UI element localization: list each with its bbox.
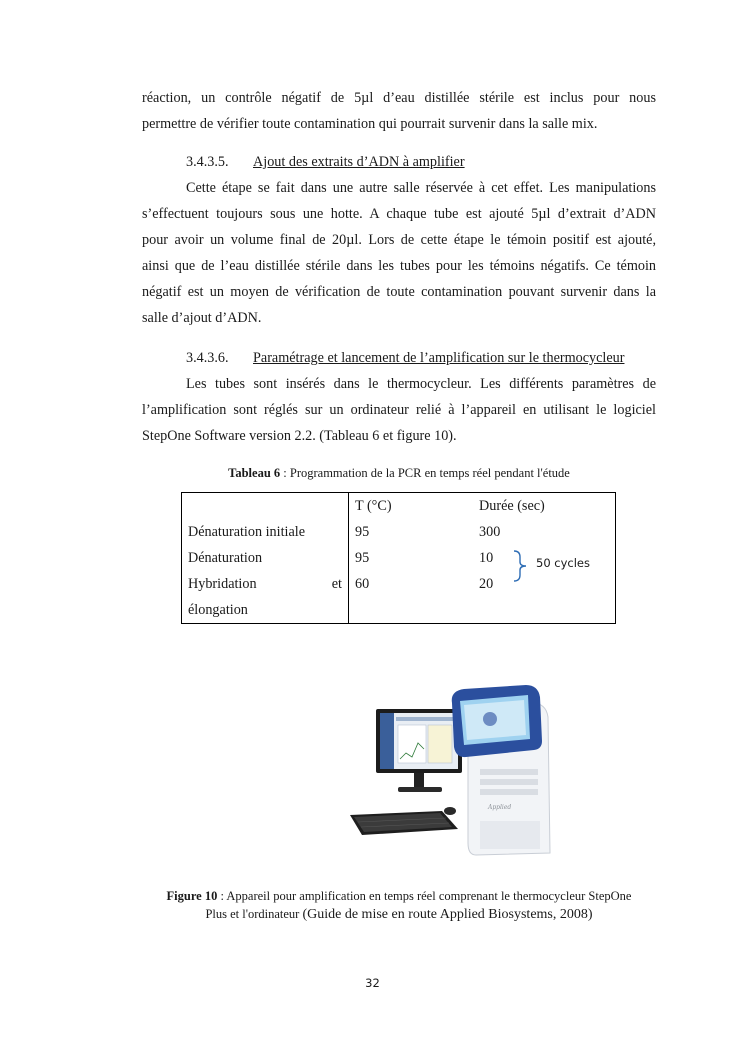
table-cell: 95 [355, 550, 370, 566]
paragraph-line: permettre de vérifier toute contamination qui pourrait survenir dans la salle mix. [142, 116, 598, 132]
figure-caption-source: (Guide de mise en route Applied Biosystems, 2008) [302, 907, 593, 922]
table-cell-part: Hybridation [188, 576, 257, 592]
table-cell: 95 [355, 524, 370, 540]
table-caption-text: : Programmation de la PCR en temps réel pendant l'étude [280, 466, 570, 480]
table-cell: élongation [188, 602, 248, 618]
cycles-label: 50 cycles [536, 556, 591, 570]
section-heading [186, 348, 624, 368]
svg-text:Applied: Applied [488, 804, 512, 811]
section-title: Paramétrage et lancement de l’amplification sur le thermocycleur [253, 350, 625, 366]
mouse-icon [444, 807, 456, 815]
table-cell-part: et [331, 576, 342, 592]
section-number: 3.4.3.6. [186, 350, 229, 366]
table-cell: 60 [355, 576, 370, 592]
table-cell [188, 571, 342, 597]
table-cell: 20 [479, 576, 494, 592]
paragraph-line: salle d’ajout d’ADN. [142, 310, 262, 326]
thermocycler-icon [452, 685, 550, 855]
paragraph-line: réaction, un contrôle négatif de 5µl d’eau distillée stérile est inclus pour nous [142, 90, 656, 106]
figure-caption [142, 887, 656, 924]
figure-caption-text: Plus et l'ordinateur [205, 907, 303, 921]
paragraph-line: StepOne Software version 2.2. (Tableau 6 et figure 10). [142, 428, 457, 444]
table-caption-label: Tableau 6 [228, 466, 281, 480]
figure-caption-text: : Appareil pour amplification en temps réel comprenant le thermocycleur StepOne [217, 889, 632, 903]
paragraph-line: Cette étape se fait dans une autre salle réservée à cet effet. Les manipulations [186, 180, 656, 196]
section-title: Ajout des extraits d’ADN à amplifier [253, 154, 465, 170]
section-number: 3.4.3.5. [186, 154, 229, 170]
thermocycler-figure [340, 683, 555, 858]
figure-caption-label: Figure 10 [166, 889, 218, 903]
page-number: 32 [365, 976, 380, 990]
paragraph-line: négatif est un moyen de vérification de toute contamination pouvant survenir dans la [142, 284, 656, 300]
table-caption [142, 464, 656, 482]
section-heading [186, 152, 465, 172]
paragraph-line: l’amplification sont réglés sur un ordinateur relié à l’appareil en utilisant le logiciel [142, 402, 656, 418]
monitor-icon [376, 709, 462, 792]
table-header-duration: Durée (sec) [479, 498, 545, 514]
table-step-column [182, 493, 349, 624]
table-cell: 300 [479, 524, 501, 540]
table-cell: 10 [479, 550, 494, 566]
paragraph-line: Les tubes sont insérés dans le thermocycleur. Les différents paramètres de [186, 376, 656, 392]
table-cell: Dénaturation [188, 550, 263, 566]
brace-icon [510, 549, 532, 583]
paragraph-line: s’effectuent toujours sous une hotte. A chaque tube est ajouté 5µl d’extrait d’ADN [142, 206, 656, 222]
keyboard-icon [350, 811, 458, 835]
table-header-temp: T (°C) [355, 498, 392, 514]
table-cell: Dénaturation initiale [188, 524, 306, 540]
paragraph-line: pour avoir un volume final de 20µl. Lors de cette étape le témoin positif est ajouté, [142, 232, 656, 248]
paragraph-line: ainsi que de l’eau distillée stérile dans les tubes pour les témoins négatifs. Ce témoin [142, 258, 656, 274]
